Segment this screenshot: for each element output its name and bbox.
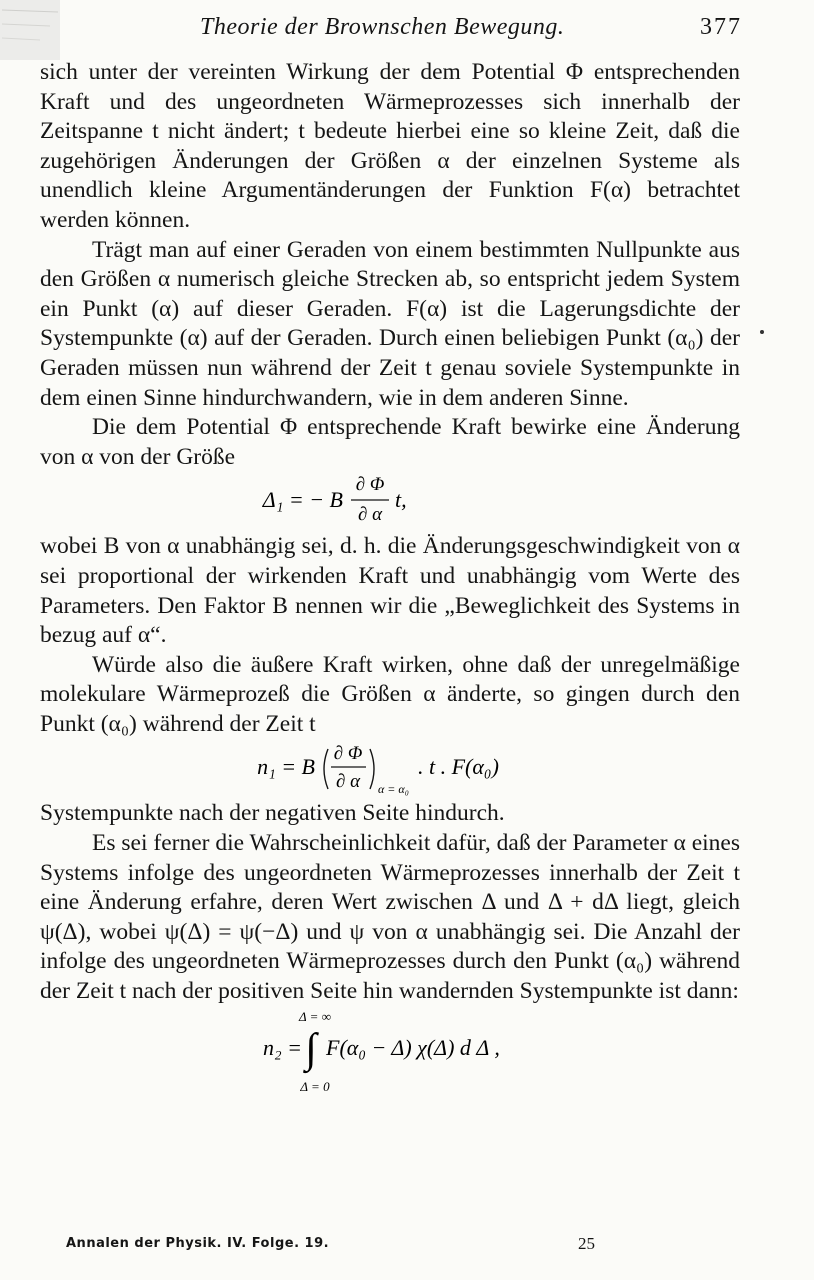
eq1-denominator: ∂ α (357, 504, 383, 526)
equation-delta1-svg (225, 472, 555, 532)
equation-n1 (40, 739, 740, 799)
body-text (40, 58, 740, 1093)
integral-sign-icon: ∫ (305, 1025, 317, 1072)
eq2-numerator: ∂ Φ (333, 743, 363, 765)
equation-n2-svg (180, 1007, 600, 1093)
eq2-evaluation-condition: α = α₀ (378, 782, 409, 797)
eq1-numerator: ∂ Φ (355, 474, 385, 496)
paragraph-7: Es sei ferner die Wahrscheinlichkeit dafür, daß der Parameter α eines Systems infolge des ungeordneten Wärmeprozesses innerhalb der Zeit t eine Änderung erfahre, deren Wert zwischen Δ und Δ + dΔ liegt, gleich ψ(Δ), wobei ψ(Δ) = ψ(−Δ) und ψ von α unabhängig sei. Die Anzahl der infolge des ungeordneten Wärmeprozesses durch den Punkt (α₀) während der Zeit t nach der positiven Seite hin wandernden Systempunkte ist dann: (40, 830, 740, 1005)
equation-n1-svg (180, 739, 600, 799)
page-number: 377 (700, 14, 742, 40)
eq2-lhs: n₁ = B (257, 754, 315, 780)
eq2-left-paren (324, 749, 328, 789)
eq1-rhs: t, (395, 487, 407, 513)
paragraph-5: Würde also die äußere Kraft wirken, ohne daß der unregelmäßige molekulare Wärmeprozeß die Größen α änderte, so gingen durch den Punkt (α₀) während der Zeit t (40, 651, 740, 737)
ink-speck (760, 330, 764, 334)
page-footer (0, 1232, 814, 1262)
page-header (0, 12, 814, 46)
eq3-lhs: n₂ = (263, 1034, 302, 1060)
eq3-upper-limit: Δ = ∞ (299, 1008, 331, 1024)
eq2-denominator: ∂ α (335, 771, 361, 793)
eq1-lhs: Δ₁ = − B (262, 487, 343, 513)
paragraph-6: Systempunkte nach der negativen Seite hindurch. (40, 800, 505, 827)
journal-name: Annalen der Physik. IV. Folge. 19. (66, 1236, 330, 1251)
paragraph-4: wobei B von α unabhängig sei, d. h. die Änderungsgeschwindigkeit von α sei proportional der wirkenden Kraft und unabhängig vom Werte des Parameters. Den Faktor B nennen wir die „Beweglichkeit des Systems in bezug auf α“. (40, 533, 740, 649)
running-title: Theorie der Brownschen Bewegung. (200, 14, 565, 40)
equation-n2 (40, 1007, 740, 1093)
eq2-right-paren (370, 749, 374, 789)
paragraph-2: Trägt man auf einer Geraden von einem bestimmten Nullpunkte aus den Größen α numerisch gleiche Strecken ab, so entspricht jedem System ein Punkt (α) auf dieser Geraden. F(α) ist die Lagerungsdichte der Systempunkte (α) auf der Geraden. Durch einen beliebigen Punkt (α₀) der Geraden müssen nun während der Zeit t genau soviele Systempunkte in dem einen Sinne hindurchwandern, wie in dem anderen Sinne. (40, 236, 740, 411)
eq3-integrand: F(α₀ − Δ) χ(Δ) d Δ , (326, 1034, 500, 1060)
eq2-rhs: . t . F(α₀) (418, 754, 499, 780)
signature-mark: 25 (578, 1234, 595, 1253)
equation-delta1 (40, 472, 740, 532)
paragraph-1: sich unter der vereinten Wirkung der dem Potential Φ entsprechenden Kraft und des ungeordneten Wärmeprozesses sich innerhalb der Zeitspanne t nicht ändert; t bedeute hierbei eine so kleine Zeit, daß die zugehörigen Änderungen der Größen α der einzelnen Systeme als unendlich kleine Argumentänderungen der Funktion F(α) betrachtet werden können. (40, 59, 740, 233)
eq3-lower-limit: Δ = 0 (300, 1078, 330, 1093)
paragraph-3: Die dem Potential Φ entsprechende Kraft bewirke eine Änderung von α von der Größe (40, 414, 740, 470)
